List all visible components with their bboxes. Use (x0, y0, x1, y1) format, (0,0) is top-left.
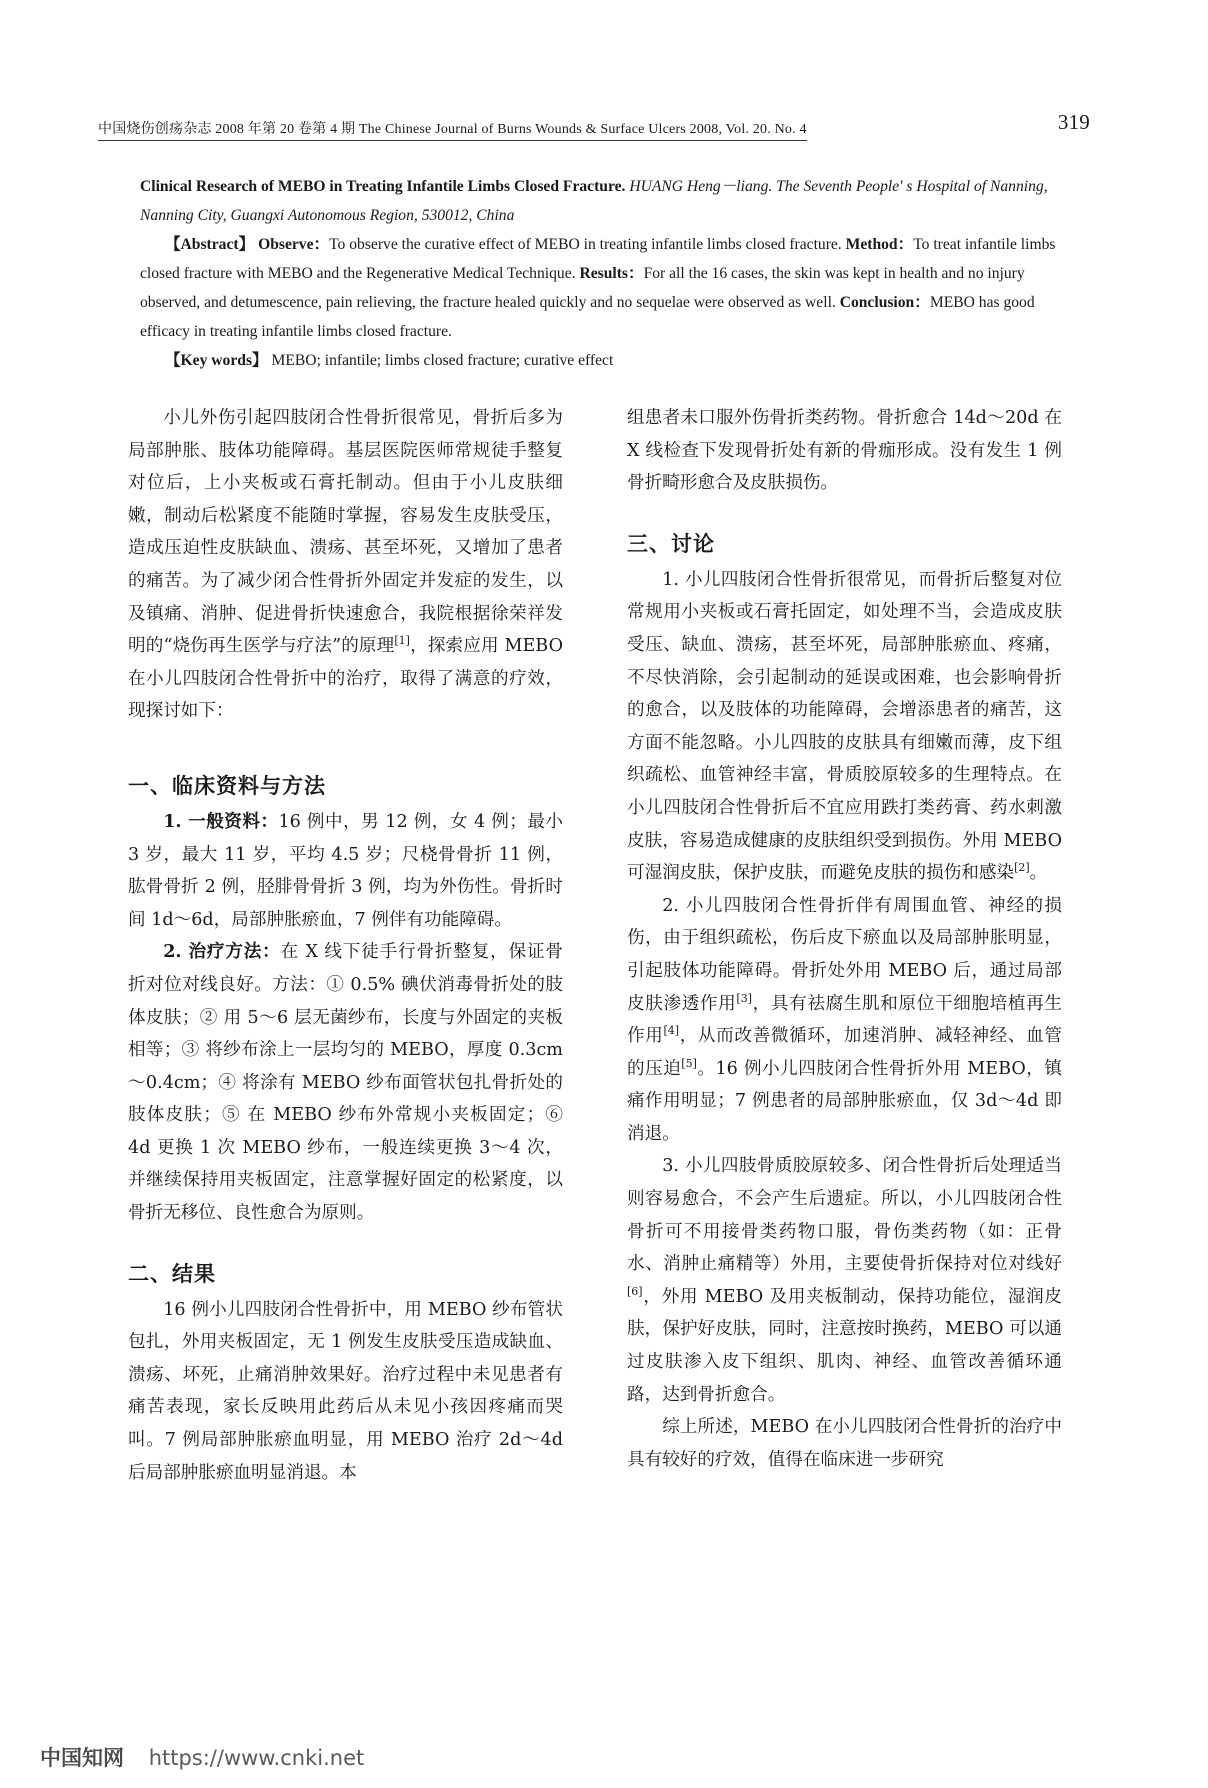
paragraph-lead: 2. 治疗方法： (163, 941, 281, 963)
keywords-label: 【Key words】 (164, 352, 268, 369)
paragraph-text: 2. 小儿四肢闭合性骨折伴有周围血管、神经的损伤，由于组织疏松，伤后皮下瘀血以及局部肿胀明显，引起肢体功能障碍。骨折处外用 MEBO 后，通过局部皮肤渗透作用 (627, 895, 1062, 1014)
section-heading-methods: 一、临床资料与方法 (128, 772, 326, 798)
citation-ref: [6] (627, 1284, 643, 1298)
citation-ref: [2] (1014, 861, 1030, 875)
citation-ref: [1] (394, 634, 410, 648)
watermark-url: https://www.cnki.net (148, 1746, 365, 1770)
treatment-method-paragraph (128, 936, 563, 1229)
general-data-paragraph (128, 806, 563, 936)
paragraph-text: 。 (1029, 863, 1048, 884)
author-affiliation: HUANG Heng－liang. The Seventh People' s Hospital of Nanning, Nanning City, Guangxi Autonomous Region, 530012, China (140, 178, 1048, 224)
paragraph-lead: 1. 一般资料： (163, 810, 279, 832)
watermark-brand: 中国知网 (40, 1746, 124, 1770)
paragraph-text: ，从而改善微循环，加速消肿、减轻神经、血管的压迫 (627, 1026, 1062, 1079)
discussion-paragraph-2 (627, 890, 1062, 1151)
intro-text-b: ，探索应用 MEBO 在小儿四肢闭合性骨折中的治疗，取得了满意的疗效，现探讨如下： (128, 636, 563, 722)
conclusion-text: MEBO has good efficacy in treating infantile limbs closed fracture. (140, 294, 1035, 340)
running-head-text: 中国烧伤创疡杂志 2008 年第 20 卷第 4 期 The Chinese Journal of Burns Wounds & Surface Ulcers 2008, Vol. 20. No. 4 (98, 118, 807, 141)
section-heading-discussion: 三、讨论 (627, 530, 715, 556)
citation-ref: [3] (736, 991, 752, 1005)
intro-text-a: 小儿外伤引起四肢闭合性骨折很常见，骨折后多为局部肿胀、肢体功能障碍。基层医院医师常规徒手整复对位后，上小夹板或石膏托制动。但由于小儿皮肤细嫩，制动后松紧度不能随时掌握，容易发生皮肤受压，造成压迫性皮肤缺血、溃疡、甚至坏死，又增加了患者的痛苦。为了减少闭合性骨折外固定并发症的发生，以及镇痛、消肿、促进骨折快速愈合，我院根据徐荣祥发明的“烧伤再生医学与疗法”的原理 (128, 408, 563, 657)
page-number: 319 (1057, 110, 1090, 134)
results-continued-paragraph: 组患者未口服外伤骨折类药物。骨折愈合 14d～20d 在 X 线检查下发现骨折处有新的骨痂形成。没有发生 1 例骨折畸形愈合及皮肤损伤。 (627, 408, 1062, 494)
citation-ref: [5] (681, 1056, 697, 1070)
results-text: For all the 16 cases, the skin was kept in health and no injury observed, and detumescence, pain relieving, the fracture healed quickly and no sequelae were observed as well. (140, 265, 1025, 311)
results-paragraph: 16 例小儿四肢闭合性骨折中，用 MEBO 纱布管状包扎，外用夹板固定，无 1 例发生皮肤受压造成缺血、溃疡、坏死，止痛消肿效果好。治疗过程中未见患者有痛苦表现，家长反映用此药后从未见小孩因疼痛而哭叫。7 例局部肿胀瘀血明显，用 MEBO 治疗 2d～4d 后局部肿胀瘀血明显消退。本 (128, 1299, 563, 1483)
observe-label: Observe： (258, 236, 330, 253)
paragraph-text: 16 例中，男 12 例，女 4 例；最小 3 岁，最大 11 岁，平均 4.5 岁；尺桡骨骨折 11 例，肱骨骨折 2 例，胫腓骨骨折 3 例，均为外伤性。骨折时间 1d～6d，局部肿胀瘀血，7 例伴有功能障碍。 (128, 811, 564, 930)
method-label: Method： (845, 236, 914, 253)
intro-paragraph (128, 402, 563, 728)
method-text: To treat infantile limbs closed fracture with MEBO and the Regenerative Medical Technique. (140, 236, 1056, 282)
paragraph-text: 。16 例小儿四肢闭合性骨折外用 MEBO，镇痛作用明显；7 例患者的局部肿胀瘀血，仅 3d～4d 即消退。 (627, 1058, 1062, 1144)
keywords-text: MEBO; infantile; limbs closed fracture; curative effect (271, 352, 614, 369)
results-label: Results： (579, 265, 644, 282)
discussion-paragraph-1 (627, 564, 1062, 890)
english-abstract (140, 172, 1060, 375)
paragraph-text: ，具有祛腐生肌和原位干细胞培植再生作用 (627, 993, 1062, 1047)
conclusion-paragraph: 综上所述，MEBO 在小儿四肢闭合性骨折的治疗中具有较好的疗效，值得在临床进一步研究 (627, 1417, 1062, 1470)
left-column (128, 402, 563, 1489)
article-title-en: Clinical Research of MEBO in Treating Infantile Limbs Closed Fracture. (140, 178, 626, 195)
citation-ref: [4] (663, 1024, 680, 1038)
abstract-label: 【Abstract】 (164, 236, 255, 253)
running-head (98, 110, 1098, 141)
paragraph-text: 在 X 线下徒手行骨折整复，保证骨折对位对线良好。方法：① 0.5% 碘伏消毒骨折处的肢体皮肤；② 用 5～6 层无菌纱布，长度与外固定的夹板相等；③ 将纱布涂上一层均匀的 MEBO，厚度 0.3cm～0.4cm；④ 将涂有 MEBO 纱布面管状包扎骨折处的肢体皮肤；⑤ 在 MEBO 纱布外常规小夹板固定；⑥ 4d 更换 1 次 MEBO 纱布，一般连续更换 3～4 次，并继续保持用夹板固定，注意掌握好固定的松紧度，以骨折无移位、良性愈合为原则。 (128, 942, 563, 1224)
paragraph-text: ，外用 MEBO 及用夹板制动，保持功能位，湿润皮肤，保护好皮肤，同时，注意按时换药，MEBO 可以通过皮肤渗入皮下组织、肌肉、神经、血管改善循环通路，达到骨折愈合。 (627, 1286, 1062, 1405)
discussion-paragraph-3 (627, 1150, 1062, 1411)
paragraph-text: 1. 小儿四肢闭合性骨折很常见，而骨折后整复对位常规用小夹板或石膏托固定，如处理不当，会造成皮肤受压、缺血、溃疡，甚至坏死，局部肿胀瘀血、疼痛，不尽快消除，会引起制动的延误或困难，也会影响骨折的愈合，以及肢体的功能障碍，会增添患者的痛苦，这方面不能忽略。小儿四肢的皮肤具有细嫩而薄，皮下组织疏松、血管神经丰富，骨质胶原较多的生理特点。在小儿四肢闭合性骨折后不宜应用跌打类药膏、药水刺激皮肤，容易造成健康的皮肤组织受到损伤。外用 MEBO 可湿润皮肤，保护皮肤，而避免皮肤的损伤和感染 (627, 569, 1062, 884)
cnki-watermark (40, 1742, 364, 1772)
conclusion-label: Conclusion： (839, 294, 930, 311)
observe-text: To observe the curative effect of MEBO in treating infantile limbs closed fracture. (329, 236, 842, 253)
right-column (627, 402, 1062, 1476)
section-heading-results: 二、结果 (128, 1260, 216, 1286)
paragraph-text: 3. 小儿四肢骨质胶原较多、闭合性骨折后处理适当则容易愈合，不会产生后遗症。所以，小儿四肢闭合性骨折可不用接骨类药物口服，骨伤类药物（如：正骨水、消肿止痛精等）外用，主要使骨折保持对位对线好 (627, 1156, 1062, 1275)
